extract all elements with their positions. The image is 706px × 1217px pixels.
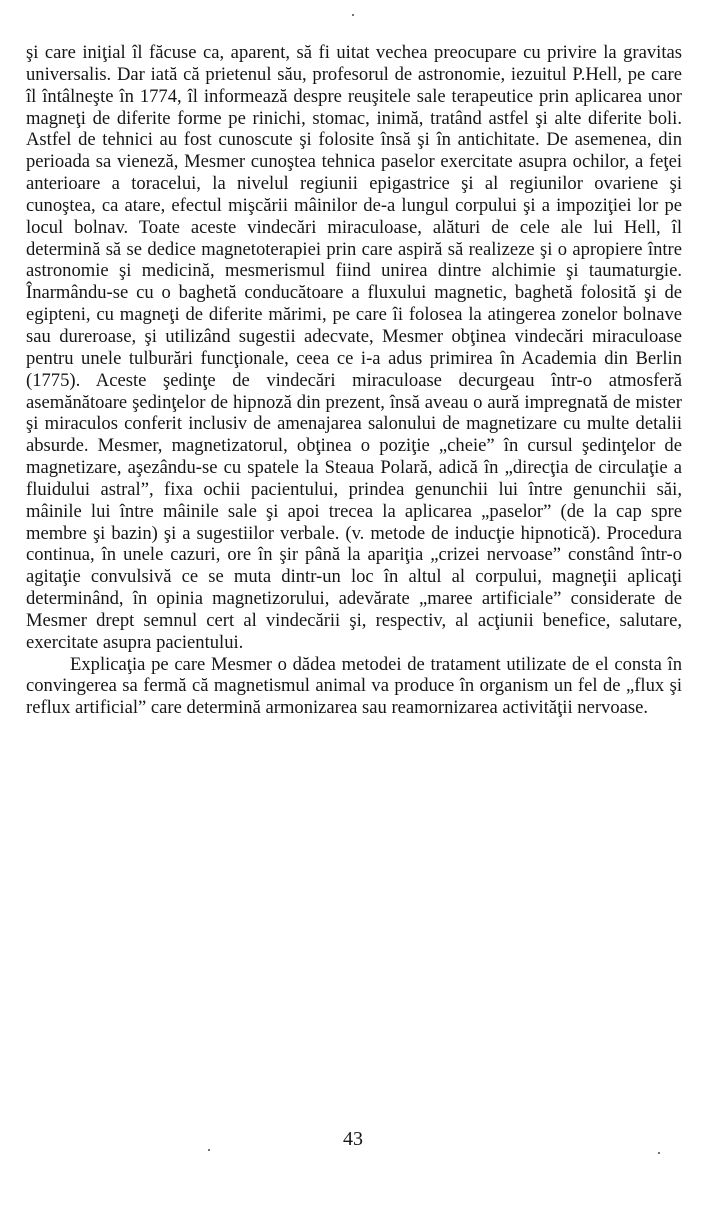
body-paragraph-1: şi care iniţial îl făcuse ca, aparent, să fi uitat vechea preocupare cu privire la gravitas universalis. Dar iată că prietenul său, profesorul de astronomie, iezuitul P.Hell, pe care îl întâlneşte în 1774, îl informează despre reuşitele sale terapeutice prin aplicarea unor magneţi de diferite forme pe rinichi, stomac, inimă, tratând astfel şi alte diferite boli. Astfel de tehnici au fost cunoscute şi folosite însă şi în antichitate. De asemenea, din perioada sa vieneză, Mesmer cunoştea tehnica paselor exercitate asupra ochilor, a feţei anterioare a toracelui, la nivelul regiunii epigastrice şi al regiunilor ovariene şi cunoştea, ca atare, efectul mişcării mâinilor de-a lungul corpului şi a impoziţiei lor pe locul bolnav. Toate aceste vindecări miraculoase, alături de cele ale lui Hell, îl determină să se dedice magnetoterapiei prin care aspiră să realizeze şi o apropiere între astronomie şi medicină, mesmerismul fiind unirea dintre alchimie şi taumaturgie. Înarmându-se cu o baghetă conducătoare a fluxului magnetic, baghetă folosită şi de egipteni, cu magneţi de diferite mărimi, pe care îi folosea la atingerea zonelor bolnave sau dureroase, şi utilizând sugestii adecvate, Mesmer obţinea vindecări miraculoase pentru unele tulburări funcţionale, ceea ce i-a adus primirea în Academia din Berlin (1775). Aceste şedinţe de vindecări miraculoase decurgeau într-o atmosferă asemănătoare şedinţelor de hipnoză din prezent, însă aveau o aură impregnată de mister şi miraculos conferit inclusiv de amenajarea salonului de magnetizare cu multe detalii absurde. Mesmer, magnetizatorul, obţinea o poziţie „cheie” în cursul şedinţelor de magnetizare, aşezându-se cu spatele la Steaua Polară, adică în „direcţia de circulaţie a fluidului astral”, fixa ochii pacientului, prindea genunchii lui între genunchii săi, mâinile lui între mâinile sale şi apoi trecea la aplicarea „paselor” (de la cap spre membre şi bazin) şi a sugestiilor verbale. (v. metode de inducţie hipnotică). Procedura continua, în unele cazuri, ore în şir până la apariţia „crizei nervoase” constând într-o agitaţie convulsivă ce se muta dintr-un loc în altul al corpului, magneţii aplicaţi determinând, în opinia magnetizorului, adevărate „maree artificiale” considerate de Mesmer drept semnul cert al vindecării şi, respectiv, al acţiunii benefice, salutare, exercitate asupra pacientului. [26,42,682,653]
page-body [26,42,682,719]
scan-speck [352,14,354,16]
body-paragraph-2: Explicaţia pe care Mesmer o dădea metodei de tratament utilizate de el consta în convingerea sa fermă că magnetismul animal va produce în organism un fel de „flux şi reflux artificial” care determină armonizarea sau reamornizarea activităţii nervoase. [26,653,682,719]
page-number: 43 [343,1128,363,1150]
scan-speck [208,1149,210,1151]
scan-speck [658,1152,660,1154]
